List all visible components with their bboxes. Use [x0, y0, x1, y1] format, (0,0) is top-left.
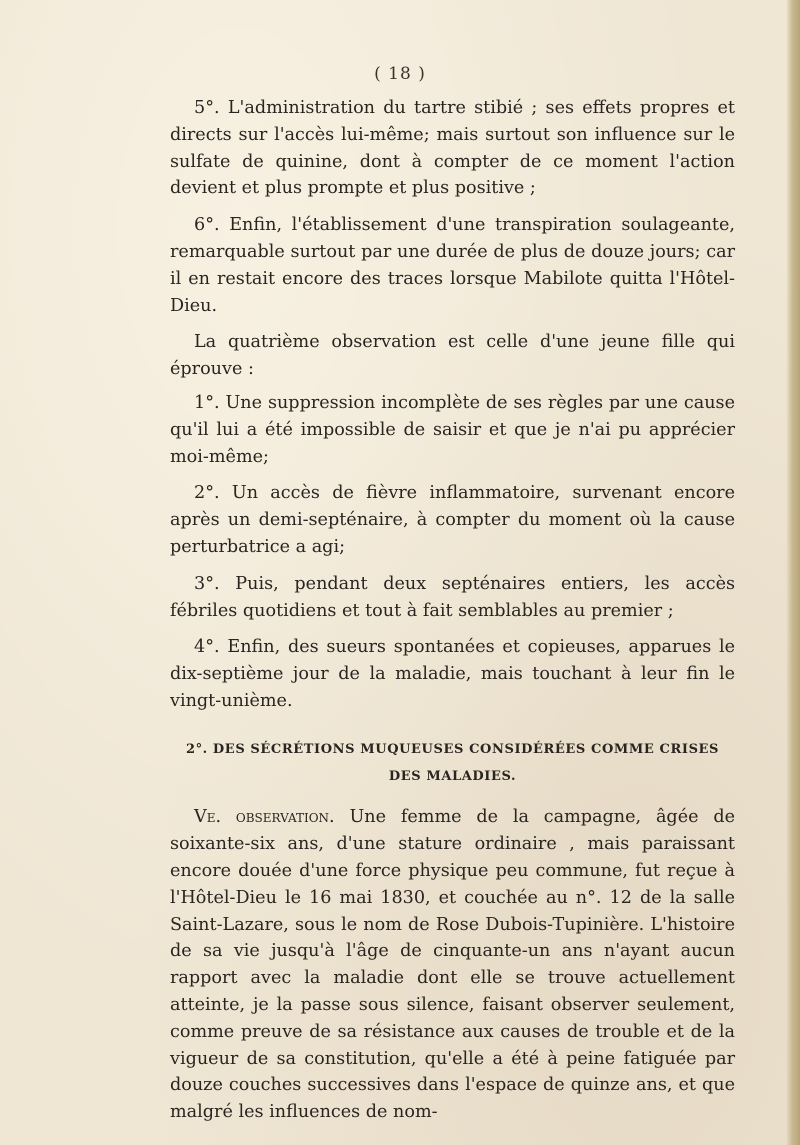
observation-item-4 — [170, 634, 735, 714]
paragraph-6 — [170, 212, 735, 319]
item-label: 5°. — [194, 98, 220, 118]
item-text: Puis, pendant deux septénaires entiers, les accès fébriles quotidiens et tout à fait semblables au premier ; — [170, 573, 736, 621]
item-text: L'administration du tartre stibié ; ses effets propres et directs sur l'accès lui-même; mais surtout son influence sur le sulfate de quinine, dont à compter de ce moment l'action devient et plus prompte et plus positive ; — [170, 98, 736, 199]
item-text: Un accès de fièvre inflammatoire, survenant encore après un demi-septénaire, à compter du moment où la cause perturbatrice a agi; — [170, 483, 736, 557]
observation-label: Ve. observation. — [194, 807, 335, 828]
body-text — [170, 95, 735, 1136]
paragraph-5 — [170, 95, 735, 202]
page-edge — [786, 0, 800, 1145]
observation-item-1 — [170, 390, 735, 470]
observation-paragraph — [170, 804, 735, 1126]
observation-text: Une femme de la campagne, âgée de soixante-six ans, d'une stature ordinaire , mais paraissant encore douée d'une force physique peu commune, fut reçue à l'Hôtel-Dieu le 16 mai 1830, et couchée au n°. 12 de la salle Saint-Lazare, sous le nom de Rose Dubois-Tupinière. L'histoire de sa vie jusqu'à l'âge de cinquante-un ans n'ayant aucun rapport avec la maladie dont elle se trouve actuellement atteinte, je la passe sous silence, faisant observer seulement, comme preuve de sa résistance aux causes de trouble et de la vigueur de sa constitution, qu'elle a été à peine fatiguée par douze couches successives dans l'espace de quinze ans, et que malgré les influences de nom- — [170, 807, 736, 1123]
item-label: 4°. — [194, 637, 220, 658]
observation-item-3 — [170, 571, 735, 625]
item-text: Enfin, des sueurs spontanées et copieuses, apparues le dix-septième jour de la maladie, mais touchant à leur fin le vingt-unième. — [170, 637, 736, 711]
item-label: 6°. — [194, 215, 220, 236]
item-text: Enfin, l'établissement d'une transpiration soulageante, remarquable surtout par une durée de plus de douze jours; car il en restait encore des traces lorsque Mabilote quitta l'Hôtel-Dieu. — [170, 215, 736, 316]
item-label: 3°. — [194, 573, 220, 594]
item-text: Une suppression incomplète de ses règles par une cause qu'il lui a été impossible de saisir et que je n'ai pu apprécier moi-même; — [170, 392, 735, 467]
section-heading: 2°. DES SÉCRÉTIONS MUQUEUSES CONSIDÉRÉES COMME CRISES DES MALADIES. — [185, 741, 720, 784]
item-label: 1°. — [194, 392, 220, 413]
observation-intro: La quatrième observation est celle d'une jeune fille qui éprouve : — [170, 332, 735, 380]
item-label: 2°. — [194, 483, 220, 504]
page-number: ( 18 ) — [374, 64, 426, 84]
observation-item-2 — [170, 480, 735, 560]
